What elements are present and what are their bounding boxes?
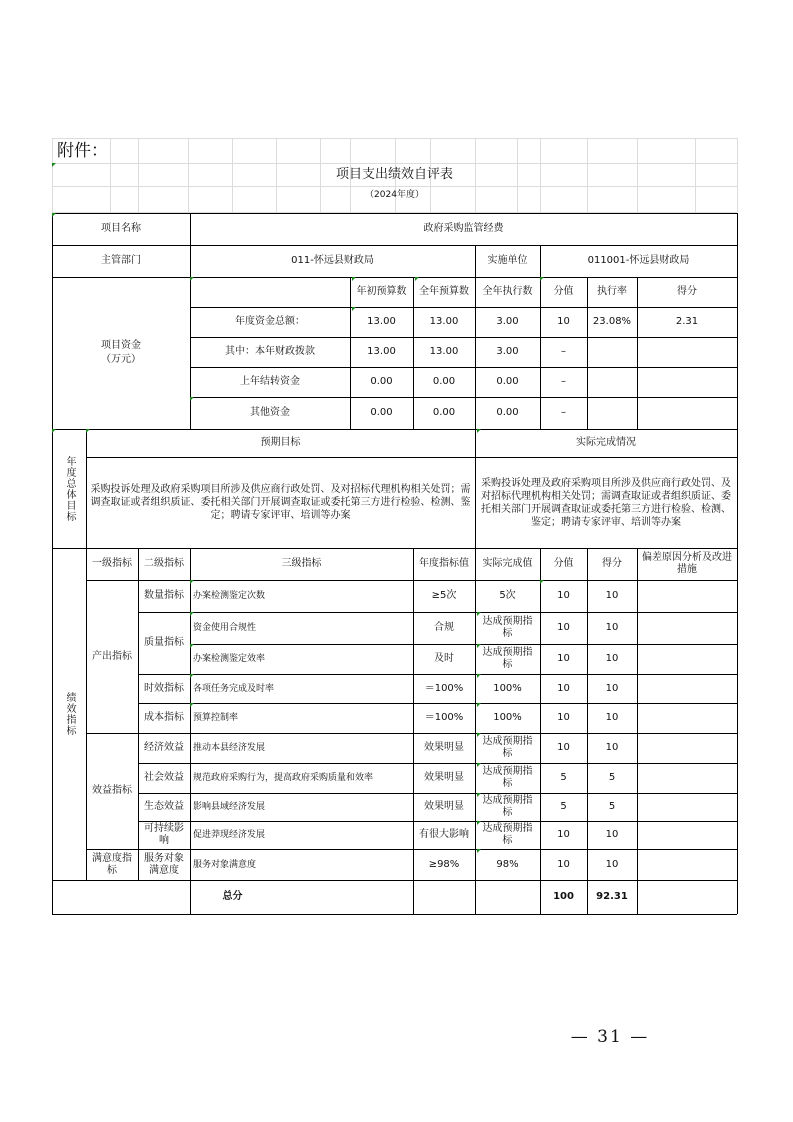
row-actual: 达成预期指标 <box>482 616 533 639</box>
h-target: 年度指标值 <box>419 558 469 569</box>
expected-goal-label: 预期目标 <box>260 437 301 448</box>
row-level3: 服务对象满意度 <box>193 859 257 870</box>
row-got: 10 <box>605 653 619 664</box>
cell-note-marker <box>477 429 481 433</box>
cell-note-marker <box>477 763 481 767</box>
row-level3: 预算控制率 <box>193 713 239 723</box>
row-level3: 资金使用合规性 <box>193 623 257 633</box>
h-level2: 二级指标 <box>144 558 184 569</box>
row-got: 10 <box>605 682 619 694</box>
col-got: 得分 <box>677 286 697 297</box>
row-target: ≥5次 <box>431 590 457 601</box>
row-actual: 5次 <box>499 590 516 601</box>
h-score: 分值 <box>553 558 574 569</box>
group-benefit: 效益指标 <box>92 785 132 796</box>
funds-row-score: – <box>561 407 566 418</box>
cell-note-marker <box>477 793 481 797</box>
row-target: ≥98% <box>428 858 460 870</box>
row-score: 10 <box>557 622 570 633</box>
year-subtitle: （2024年度） <box>365 189 424 200</box>
funds-row-initial: 0.00 <box>370 376 393 387</box>
table-rule <box>737 213 738 914</box>
col-exec-rate: 执行率 <box>597 286 627 297</box>
row-actual: 达成预期指标 <box>482 823 533 846</box>
dept-label: 主管部门 <box>101 255 141 266</box>
h-got: 得分 <box>602 558 622 569</box>
funds-row-label: 上年结转资金 <box>240 376 300 387</box>
h-actual: 实际完成值 <box>482 558 533 569</box>
sheet-gridline <box>737 138 738 212</box>
funds-row-got <box>637 367 737 397</box>
total-label: 总分 <box>222 891 243 902</box>
goals-section-label: 年度总体目标 <box>64 455 75 522</box>
row-target: 有很大影响 <box>419 829 469 840</box>
actual-goal-text: 采购投诉处理及政府采购项目所涉及供应商行政处罚、及对招标代理机构相关处罚；需调查取证或者组织质证、委托相关部门开展调查取证或委托第三方进行检验、检测、鉴定；聘请专家评审、培训等办案 <box>481 477 731 528</box>
expected-goal-text: 采购投诉处理及政府采购项目所涉及供应商行政处罚、及对招标代理机构相关处罚；需调查取证或者组织质证、委托相关部门开展调查取证或委托第三方进行检验、检测、鉴定；聘请专家评审、培训等办案 <box>90 484 471 521</box>
indicators-section-label: 绩效指标 <box>64 692 75 736</box>
cell-note-marker <box>190 277 194 281</box>
row-score: 5 <box>560 772 567 783</box>
funds-row-label: 其他资金 <box>250 407 290 418</box>
row-score: 10 <box>557 742 570 753</box>
row-score: 10 <box>557 682 570 694</box>
row-got: 10 <box>605 712 619 723</box>
row-target: 效果明显 <box>424 772 464 783</box>
row-got: 10 <box>605 590 619 601</box>
row-level2: 社会效益 <box>144 772 184 783</box>
col-full-budget: 全年预算数 <box>419 286 469 297</box>
funds-row-exec: 0.00 <box>496 407 519 418</box>
cell-note-marker <box>415 277 419 281</box>
funds-row-exec: 3.00 <box>496 346 519 357</box>
cell-note-marker <box>52 429 56 433</box>
cell-note-marker <box>477 733 481 737</box>
cell-note-marker <box>52 213 56 217</box>
row-score: 10 <box>557 653 570 664</box>
row-target: 合规 <box>434 622 454 633</box>
cell-note-marker <box>540 277 544 281</box>
cell-note-marker <box>477 821 481 825</box>
row-score: 10 <box>557 829 570 840</box>
funds-row-got: 2.31 <box>675 316 699 327</box>
funds-row-rate: 23.08% <box>592 316 632 327</box>
row-actual: 达成预期指标 <box>482 795 533 818</box>
funds-row-exec: 0.00 <box>496 376 519 387</box>
row-actual: 100% <box>493 712 522 723</box>
cell-note-marker <box>190 397 194 401</box>
funds-row-label: 其中：本年财政拨款 <box>225 346 315 357</box>
cell-note-marker <box>52 163 56 167</box>
funds-row-score: – <box>561 376 566 387</box>
col-score: 分值 <box>553 286 574 297</box>
group-output: 产出指标 <box>92 650 132 662</box>
cell-note-marker <box>190 674 194 678</box>
cell-note-marker <box>352 277 356 281</box>
row-level2: 数量指标 <box>144 590 184 601</box>
col-execution: 全年执行数 <box>482 286 533 297</box>
row-score: 10 <box>557 590 570 601</box>
total-score: 100 <box>553 891 574 902</box>
actual-goal-label: 实际完成情况 <box>576 437 636 448</box>
row-target: 效果明显 <box>424 742 464 753</box>
row-actual: 100% <box>493 682 522 694</box>
project-name-value: 政府采购监管经费 <box>423 223 504 234</box>
funds-row-full: 0.00 <box>432 376 456 387</box>
funds-section-label: 项目资金（万元） <box>101 340 141 365</box>
cell-note-marker <box>540 580 544 584</box>
cell-note-marker <box>190 580 194 584</box>
row-target: 及时 <box>434 653 454 664</box>
funds-row-initial: 0.00 <box>370 407 393 418</box>
cell-note-marker <box>477 644 481 648</box>
page-title: 项目支出绩效自评表 <box>335 166 453 182</box>
row-level3: 各项任务完成及时率 <box>193 683 275 694</box>
h-level3: 三级指标 <box>281 558 322 569</box>
funds-row-got <box>637 337 737 367</box>
row-level2: 生态效益 <box>144 801 184 812</box>
row-got: 5 <box>608 772 616 783</box>
funds-row-rate <box>587 397 637 429</box>
funds-row-full: 0.00 <box>432 407 456 418</box>
cell-note-marker <box>477 703 481 707</box>
funds-row-initial: 13.00 <box>367 316 396 327</box>
funds-row-got <box>637 397 737 429</box>
row-target: 效果明显 <box>424 801 464 812</box>
cell-note-marker <box>190 612 194 616</box>
total-got: 92.31 <box>596 891 628 902</box>
funds-row-label: 年度资金总额： <box>235 316 305 327</box>
row-score: 10 <box>557 712 570 723</box>
sheet-gridline <box>52 138 737 139</box>
table-rule <box>52 914 737 915</box>
row-score: 10 <box>557 858 570 870</box>
row-actual: 达成预期指标 <box>482 736 533 759</box>
project-name-label: 项目名称 <box>101 223 141 234</box>
h-note: 偏差原因分析及改进措施 <box>642 552 732 575</box>
funds-row-score: 10 <box>557 316 570 327</box>
cell-note-marker <box>352 307 356 311</box>
cell-note-marker <box>477 674 481 678</box>
cell-note-marker <box>477 612 481 616</box>
row-level2: 可持续影响 <box>144 823 184 846</box>
row-got: 10 <box>605 858 619 870</box>
h-level1: 一级指标 <box>92 558 132 569</box>
cell-note-marker <box>86 429 90 433</box>
row-got: 10 <box>605 742 619 753</box>
row-level2: 成本指标 <box>144 712 184 723</box>
cell-note-marker <box>190 703 194 707</box>
cell-note-marker <box>190 644 194 648</box>
table-rule <box>637 548 638 914</box>
row-actual: 达成预期指标 <box>482 766 533 789</box>
row-got: 10 <box>605 829 619 840</box>
funds-row-initial: 13.00 <box>367 346 396 357</box>
row-got: 5 <box>608 801 616 812</box>
row-target: ＝100% <box>424 682 464 694</box>
row-level3: 影响县域经济发展 <box>193 802 266 812</box>
row-level3: 办案检测鉴定次数 <box>193 591 266 601</box>
row-level3: 推动本县经济发展 <box>193 743 266 753</box>
row-level3: 办案检测鉴定效率 <box>193 654 266 664</box>
cell-note-marker <box>477 849 481 853</box>
unit-value: 011001-怀远县财政局 <box>587 255 690 266</box>
row-score: 5 <box>560 801 567 812</box>
row-actual: 98% <box>496 858 519 870</box>
col-initial-budget: 年初预算数 <box>356 286 407 297</box>
row-level2: 经济效益 <box>144 742 184 753</box>
row-got: 10 <box>605 622 619 633</box>
funds-row-rate <box>587 367 637 397</box>
group-satisfaction: 满意度指标 <box>92 852 132 876</box>
row-target: ＝100% <box>424 712 464 723</box>
funds-row-full: 13.00 <box>429 346 459 357</box>
funds-row-full: 13.00 <box>429 316 459 327</box>
page-number: — 31 — <box>570 1027 650 1047</box>
row-level3: 促进莽现经济发展 <box>193 830 266 840</box>
unit-label: 实施单位 <box>487 255 528 266</box>
funds-row-score: – <box>561 346 566 357</box>
row-level3: 规范政府采购行为，提高政府采购质量和效率 <box>193 773 374 783</box>
dept-value: 011-怀远县财政局 <box>291 255 374 266</box>
attachment-label: 附件： <box>57 141 108 161</box>
row-actual: 达成预期指标 <box>482 647 533 670</box>
funds-row-rate <box>587 337 637 367</box>
row-level2: 服务对象满意度 <box>144 852 184 876</box>
row-level2: 时效指标 <box>144 682 184 694</box>
row-level2: 质量指标 <box>144 637 184 648</box>
funds-row-exec: 3.00 <box>496 316 519 327</box>
